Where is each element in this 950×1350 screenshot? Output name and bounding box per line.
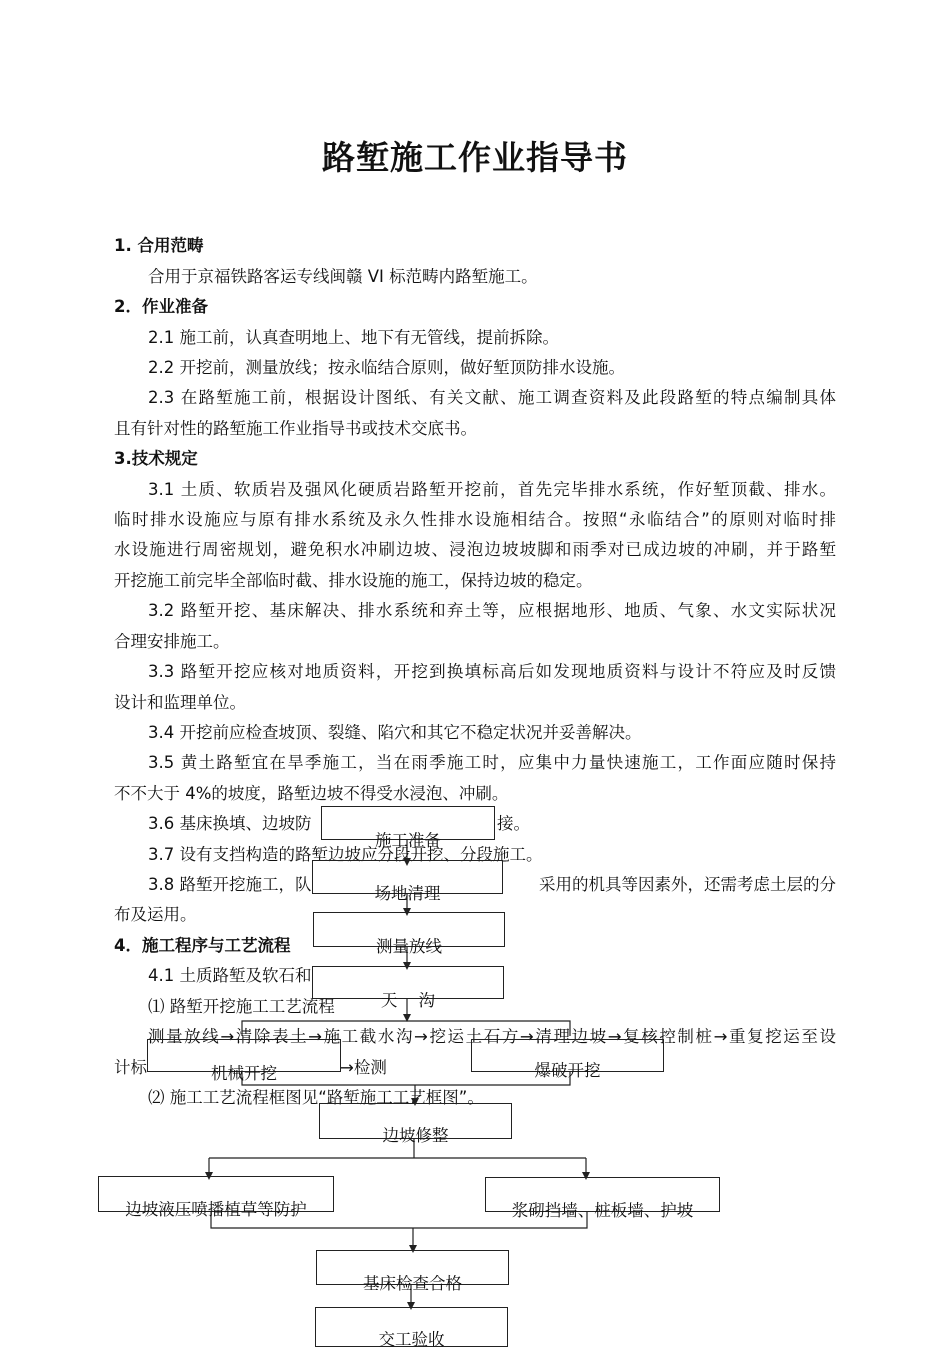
paragraph-line: 接。 [497,814,530,833]
paragraph-line: 2.2 开挖前，测量放线；按永临结合原则，做好堑顶防排水设施。 [148,358,625,377]
paragraph-line: 设计和监理单位。 [114,693,246,712]
flow-node-label: 浆砌挡墙、桩板墙、护坡 [511,1201,694,1220]
paragraph-line: 3.2 路堑开挖、基床解决、排水系统和弃土等，应根据地形、地质、气象、水文实际状况 [148,601,836,620]
paragraph-line: 2.1 施工前，认真查明地上、地下有无管线，提前拆除。 [148,328,559,347]
paragraph-line: 3.3 路堑开挖应核对地质资料，开挖到换填标高后如发现地质资料与设计不符应及时反馈 [148,662,836,681]
flow-node-label: 基床检查合格 [363,1274,462,1293]
flow-node-label: 边坡液压喷播植草等防护 [125,1200,307,1219]
paragraph-line: 2.3 在路堑施工前，根据设计图纸、有关文献、施工调查资料及此段路堑的特点编制具体 [148,388,836,407]
paragraph-line: 开挖施工前完毕全部临时截、排水设施的施工，保持边坡的稳定。 [114,571,593,590]
section-heading-3: 3.技术规定 [114,449,198,468]
paragraph-line: 合理安排施工。 [114,632,230,651]
paragraph-line: 4.1 土质路堑及软石和 [148,966,312,985]
paragraph-line: 3.1 土质、软质岩及强风化硬质岩路堑开挖前，首先完毕排水系统，作好堑顶截、排水。 [148,480,836,499]
paragraph-line: ⑴ 路堑开挖施工工艺流程 [148,997,335,1016]
paragraph-line: 合用于京福铁路客运专线闽赣 VI 标范畴内路堑施工。 [148,267,538,286]
paragraph-line: 不不大于 4%的坡度，路堑边坡不得受水浸泡、冲刷。 [114,784,509,803]
paragraph-line: 临时排水设施应与原有排水系统及永久性排水设施相结合。按照“永临结合”的原则对临时排 [114,510,836,529]
flow-node-label: 场地清理 [374,884,441,903]
paragraph-line: 计标 [114,1058,147,1077]
flow-node-label: 交工验收 [378,1330,445,1349]
paragraph-line: 3.7 设有支挡构造的路堑边坡应分段开挖、分段施工。 [148,845,543,864]
flow-node-label: 边坡修整 [382,1126,449,1145]
flow-node-label: 爆破开挖 [534,1061,601,1080]
paragraph-line: →检测 [340,1058,387,1077]
paragraph-line: 水设施进行周密规划，避免积水冲刷边坡、浸泡边坡坡脚和雨季对已成边坡的冲刷，并于路堑 [114,540,836,559]
paragraph-line: 3.4 开挖前应检查坡顶、裂缝、陷穴和其它不稳定状况并妥善解决。 [148,723,642,742]
paragraph-line: ⑵ 施工工艺流程框图见“路堑施工工艺框图”。 [148,1088,484,1107]
section-heading-4: 4．施工程序与工艺流程 [114,936,291,955]
page-title: 路堑施工作业指导书 [322,138,628,177]
paragraph-line: 3.8 路堑开挖施工，队 [148,875,312,894]
flow-node-label: 机械开挖 [211,1064,277,1083]
section-heading-1: 1. 合用范畴 [114,236,204,255]
paragraph-line: 布及运用。 [114,905,197,924]
paragraph-line: 且有针对性的路堑施工作业指导书或技术交底书。 [114,419,477,438]
paragraph-line: 采用的机具等因素外，还需考虑土层的分 [539,875,836,894]
section-heading-2: 2．作业准备 [114,297,208,316]
paragraph-line: 3.5 黄土路堑宜在旱季施工，当在雨季施工时，应集中力量快速施工，工作面应随时保持 [148,753,836,772]
paragraph-line: 测量放线→清除表土→施工截水沟→挖运土石方→清理边坡→复核控制桩→重复挖运至设 [148,1027,836,1046]
flow-node-label: 测量放线 [376,937,442,956]
flow-node-label: 天 沟 [381,991,435,1010]
paragraph-line: 3.6 基床换填、边坡防 [148,814,312,833]
flow-node-label: 施工准备 [375,831,441,850]
